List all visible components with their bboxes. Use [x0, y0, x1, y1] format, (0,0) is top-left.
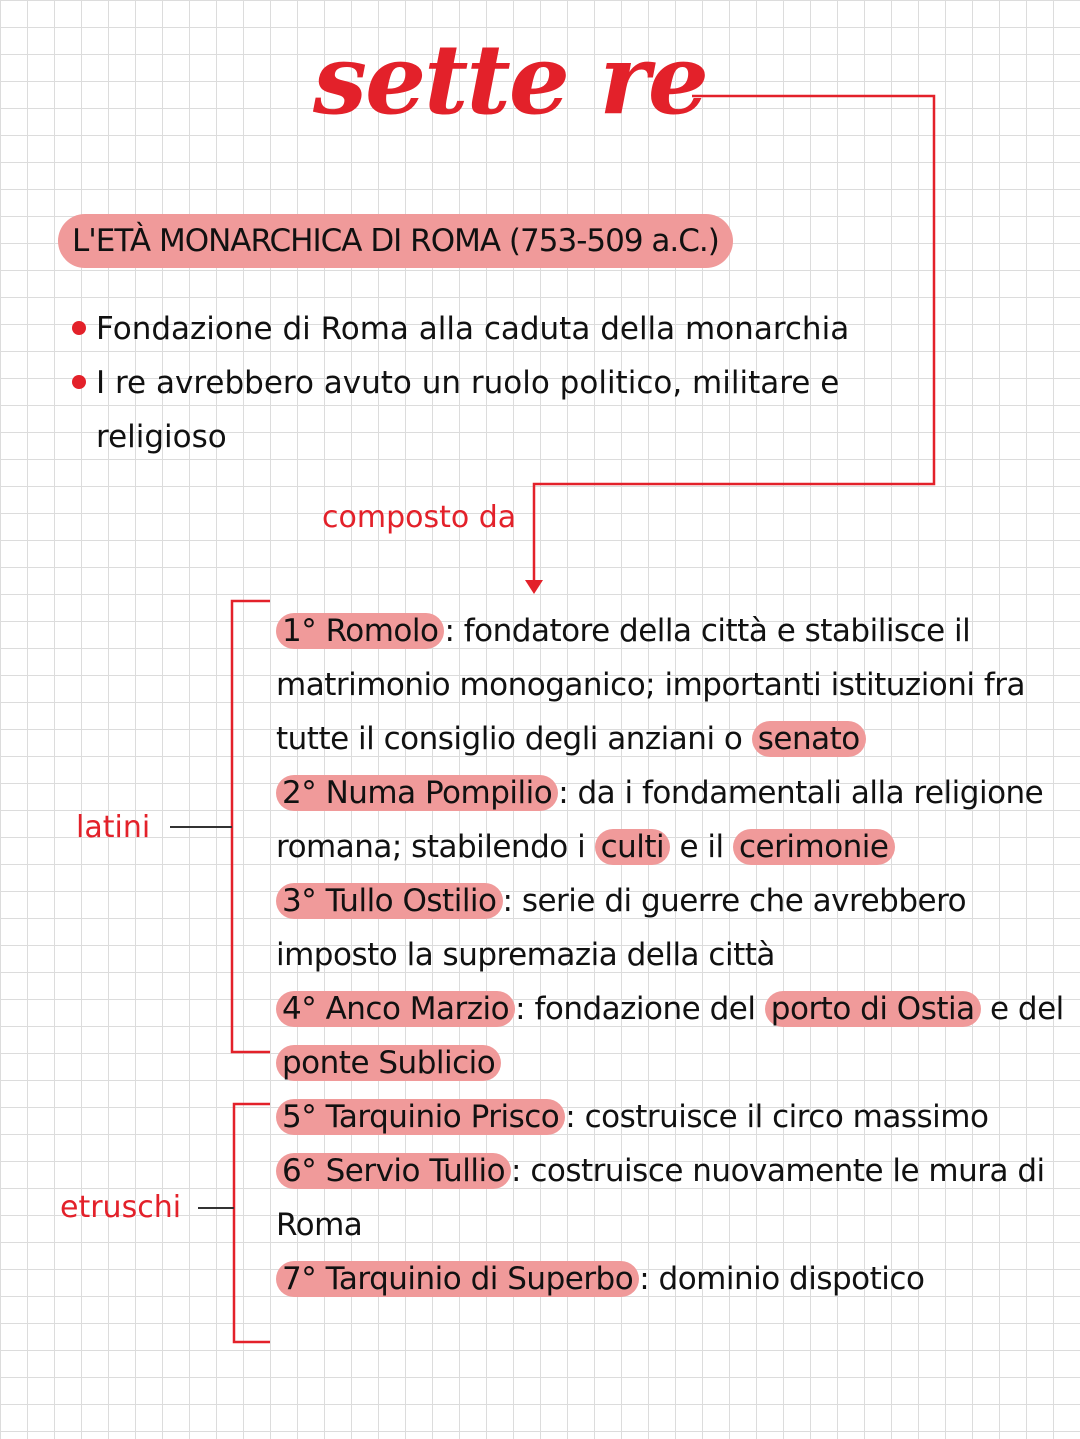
- kings-list: [276, 604, 1066, 1306]
- section-heading: L'ETÀ MONARCHICA DI ROMA (753-509 a.C.): [58, 214, 733, 268]
- king-desc: : costruisce il circo massimo: [565, 1099, 989, 1135]
- list-item: [276, 874, 1066, 982]
- king-desc: e del: [980, 991, 1064, 1027]
- king-name: 1° Romolo: [276, 613, 444, 649]
- king-desc: : fondazione del: [515, 991, 765, 1027]
- page-title: sette re: [313, 23, 707, 136]
- list-item: [276, 1090, 1066, 1144]
- bullet-text: I re avrebbero avuto un ruolo politico, militare e religioso: [96, 365, 840, 455]
- king-desc: e il: [670, 829, 734, 865]
- king-name: 4° Anco Marzio: [276, 991, 515, 1027]
- group-label-etruschi: etruschi: [60, 1190, 182, 1225]
- highlight: senato: [752, 721, 866, 757]
- list-item: [276, 766, 1066, 874]
- king-name: 5° Tarquinio Prisco: [276, 1099, 565, 1135]
- arrow-down-icon: [525, 580, 543, 594]
- highlight: cerimonie: [733, 829, 894, 865]
- highlight: culti: [595, 829, 671, 865]
- group-label-latini: latini: [76, 810, 151, 845]
- king-name: 3° Tullo Ostilio: [276, 883, 503, 919]
- bullet-dot-icon: [72, 321, 86, 335]
- king-desc: : costruisce nuovamente le mura di Roma: [276, 1153, 1045, 1243]
- king-name: 6° Servio Tullio: [276, 1153, 511, 1189]
- highlight: ponte Sublicio: [276, 1045, 501, 1081]
- bullet-list: [70, 302, 890, 464]
- king-name: 7° Tarquinio di Superbo: [276, 1261, 639, 1297]
- bullet-dot-icon: [72, 375, 86, 389]
- king-desc: : serie di guerre che avrebbero imposto la supremazia della città: [276, 883, 967, 973]
- highlight: porto di Ostia: [765, 991, 981, 1027]
- connector-label: composto da: [322, 500, 517, 535]
- list-item: [276, 1144, 1066, 1252]
- king-desc: : dominio dispotico: [639, 1261, 925, 1297]
- list-item: [276, 1252, 1066, 1306]
- bullet-text: Fondazione di Roma alla caduta della monarchia: [96, 311, 850, 347]
- king-desc: : fondatore della città e stabilisce il matrimonio monoganico; importanti istituzioni fra tutte il consiglio degli anziani o: [276, 613, 1026, 757]
- list-item: [276, 982, 1066, 1090]
- list-item: [70, 356, 890, 464]
- list-item: [70, 302, 890, 356]
- list-item: [276, 604, 1066, 766]
- king-desc: : da i fondamentali alla religione romana; stabilendo i: [276, 775, 1044, 865]
- king-name: 2° Numa Pompilio: [276, 775, 558, 811]
